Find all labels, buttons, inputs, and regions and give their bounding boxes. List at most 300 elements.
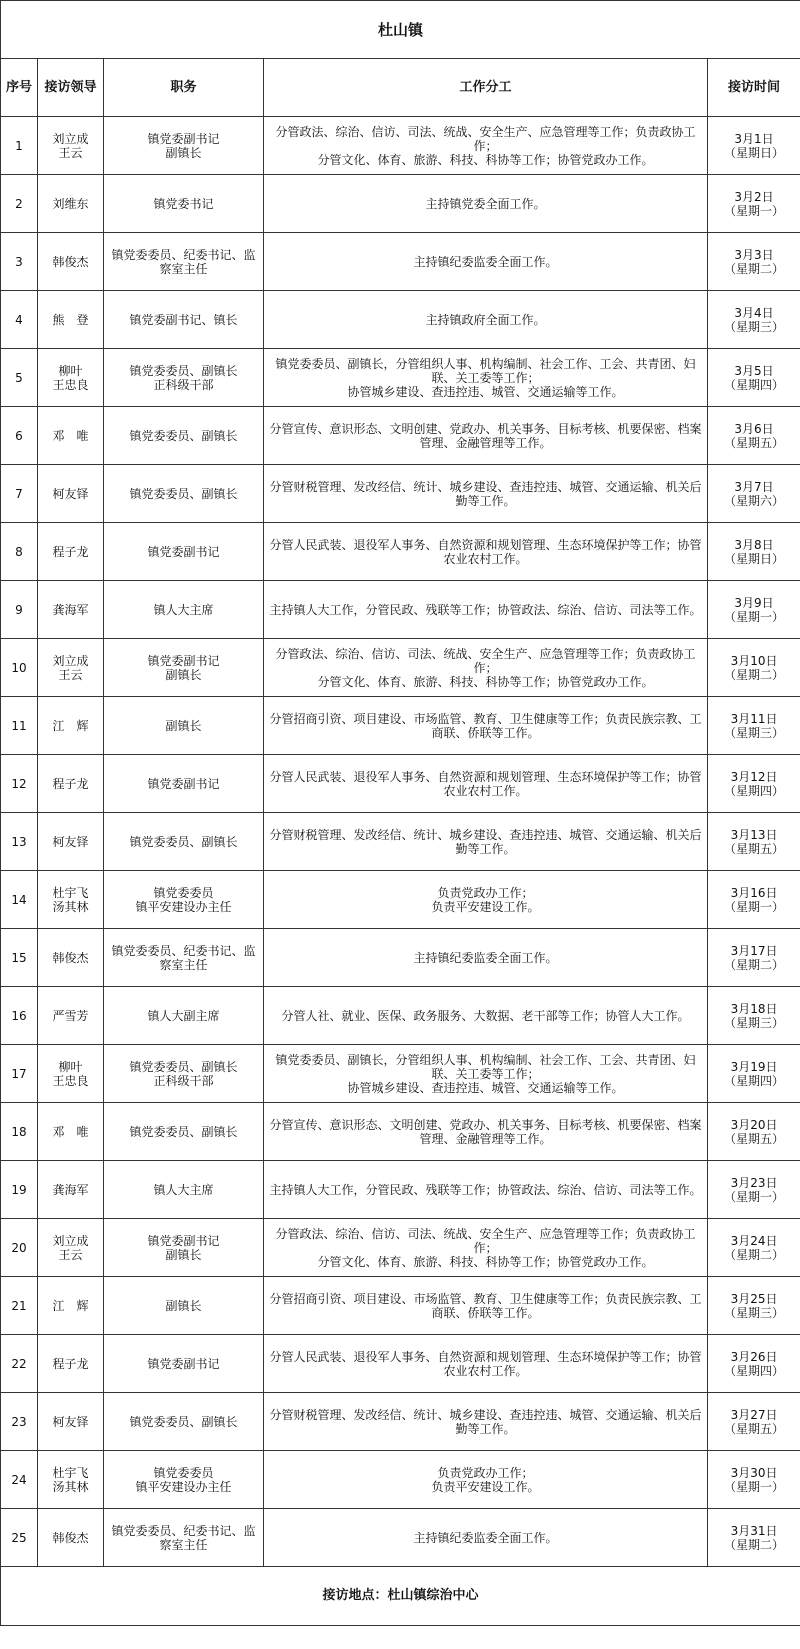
leader-names [38, 523, 104, 581]
work-duties-line: 负责平安建设工作。 [431, 899, 540, 914]
leader-role [104, 929, 264, 987]
table-row [1, 523, 800, 581]
leader-role [104, 1393, 264, 1451]
reception-time [708, 291, 800, 349]
row-number: 8 [1, 523, 38, 581]
work-duties-line: 分管人民武装、退役军人事务、自然资源和规划管理、生态环境保护等工作；协管农业农村工作。 [269, 537, 702, 566]
leader-names-line: 汤其林 [52, 1479, 89, 1494]
table-row [1, 465, 800, 523]
leader-names-line: 刘立成 [52, 1233, 89, 1248]
work-duties-line: 分管文化、体育、旅游、科技、科协等工作；协管党政办工作。 [317, 1254, 654, 1269]
reception-weekday: （星期二） [724, 667, 785, 682]
leader-role [104, 1161, 264, 1219]
header-leader: 接访领导 [38, 59, 104, 117]
table-row [1, 813, 800, 871]
reception-date: 3月6日 [734, 421, 774, 436]
leader-names-line: 汤其林 [52, 899, 89, 914]
leader-names-line: 程子龙 [52, 544, 89, 559]
work-duties [264, 639, 708, 697]
reception-time [708, 1335, 800, 1393]
leader-role-line: 镇党委委员、副镇长 [129, 1414, 238, 1429]
leader-role [104, 987, 264, 1045]
leader-role [104, 175, 264, 233]
work-duties [264, 813, 708, 871]
leader-role [104, 407, 264, 465]
leader-role-line: 镇党委副书记 [147, 776, 220, 791]
work-duties-line: 负责党政办工作； [437, 885, 534, 900]
table-row [1, 349, 800, 407]
reception-time [708, 987, 800, 1045]
leader-names-line: 柯友铎 [52, 834, 89, 849]
work-duties-line: 分管政法、综治、信访、司法、统战、安全生产、应急管理等工作；负责政协工作； [275, 124, 696, 153]
leader-role-line: 镇党委委员 [153, 885, 214, 900]
work-duties [264, 523, 708, 581]
table-row [1, 871, 800, 929]
leader-names-line: 邓 唯 [52, 1124, 89, 1139]
row-number: 17 [1, 1045, 38, 1103]
header-row [1, 59, 800, 117]
reception-weekday: （星期三） [724, 1015, 785, 1030]
leader-names [38, 1219, 104, 1277]
leader-role-line: 镇党委副书记 [147, 1356, 220, 1371]
work-duties [264, 291, 708, 349]
leader-role-line: 镇党委委员、副镇长 [129, 363, 238, 378]
work-duties-line: 分管宣传、意识形态、文明创建、党政办、机关事务、目标考核、机要保密、档案管理、金融管理等工作。 [269, 421, 702, 450]
work-duties-line: 分管政法、综治、信访、司法、统战、安全生产、应急管理等工作；负责政协工作； [275, 646, 696, 675]
reception-date: 3月27日 [730, 1407, 778, 1422]
reception-date: 3月18日 [730, 1001, 778, 1016]
leader-role [104, 1045, 264, 1103]
row-number: 2 [1, 175, 38, 233]
table-row [1, 1509, 800, 1567]
leader-role-line: 镇党委委员、副镇长 [129, 1059, 238, 1074]
leader-names-line: 王忠良 [52, 377, 89, 392]
leader-role [104, 1219, 264, 1277]
work-duties-line: 分管宣传、意识形态、文明创建、党政办、机关事务、目标考核、机要保密、档案管理、金融管理等工作。 [269, 1117, 702, 1146]
table-row [1, 233, 800, 291]
leader-names [38, 407, 104, 465]
leader-role [104, 291, 264, 349]
leader-role-line: 副镇长 [165, 667, 202, 682]
reception-time [708, 639, 800, 697]
leader-names [38, 233, 104, 291]
reception-date: 3月17日 [730, 943, 778, 958]
leader-role-line: 镇党委副书记 [147, 1233, 220, 1248]
work-duties-line: 分管人社、就业、医保、政务服务、大数据、老干部等工作；协管人大工作。 [281, 1008, 690, 1023]
leader-role [104, 1103, 264, 1161]
reception-date: 3月23日 [730, 1175, 778, 1190]
reception-time [708, 175, 800, 233]
work-duties [264, 581, 708, 639]
leader-names [38, 929, 104, 987]
leader-role-line: 镇党委委员、纪委书记、监察室主任 [111, 1523, 256, 1552]
row-number: 18 [1, 1103, 38, 1161]
work-duties [264, 1161, 708, 1219]
leader-role [104, 1509, 264, 1567]
reception-time [708, 233, 800, 291]
work-duties-line: 协管城乡建设、查违控违、城管、交通运输等工作。 [347, 1080, 624, 1095]
table-row [1, 117, 800, 175]
work-duties [264, 1219, 708, 1277]
leader-names-line: 杜宇飞 [52, 1465, 89, 1480]
table-row [1, 1393, 800, 1451]
leader-role-line: 镇人大主席 [153, 602, 214, 617]
row-number: 25 [1, 1509, 38, 1567]
header-no: 序号 [1, 59, 38, 117]
leader-role-line: 副镇长 [165, 718, 202, 733]
leader-role-line: 副镇长 [165, 145, 202, 160]
work-duties-line: 主持镇纪委监委全面工作。 [413, 1530, 558, 1545]
reception-weekday: （星期三） [724, 1305, 785, 1320]
table-row [1, 697, 800, 755]
reception-date: 3月7日 [734, 479, 774, 494]
row-number: 14 [1, 871, 38, 929]
work-duties [264, 1509, 708, 1567]
leader-role-line: 镇党委副书记、镇长 [129, 312, 238, 327]
leader-names [38, 755, 104, 813]
leader-names [38, 1393, 104, 1451]
leader-role [104, 1451, 264, 1509]
leader-names-line: 江 辉 [52, 718, 89, 733]
work-duties [264, 1103, 708, 1161]
work-duties-line: 分管人民武装、退役军人事务、自然资源和规划管理、生态环境保护等工作；协管农业农村工作。 [269, 769, 702, 798]
reception-date: 3月8日 [734, 537, 774, 552]
row-number: 15 [1, 929, 38, 987]
leader-names [38, 291, 104, 349]
work-duties-line: 分管人民武装、退役军人事务、自然资源和规划管理、生态环境保护等工作；协管农业农村工作。 [269, 1349, 702, 1378]
reception-weekday: （星期日） [724, 551, 785, 566]
leader-names-line: 柯友铎 [52, 486, 89, 501]
leader-role [104, 1277, 264, 1335]
reception-date: 3月10日 [730, 653, 778, 668]
leader-role-line: 镇党委副书记 [147, 131, 220, 146]
leader-role-line: 镇党委副书记 [147, 653, 220, 668]
reception-date: 3月12日 [730, 769, 778, 784]
table-row [1, 1219, 800, 1277]
row-number: 24 [1, 1451, 38, 1509]
reception-time [708, 1219, 800, 1277]
reception-weekday: （星期二） [724, 957, 785, 972]
row-number: 22 [1, 1335, 38, 1393]
leader-names-line: 刘立成 [52, 653, 89, 668]
work-duties-line: 分管招商引资、项目建设、市场监管、教育、卫生健康等工作；负责民族宗教、工商联、侨联等工作。 [269, 711, 702, 740]
leader-role [104, 697, 264, 755]
reception-time [708, 407, 800, 465]
leader-names [38, 117, 104, 175]
leader-role-line: 镇党委委员、纪委书记、监察室主任 [111, 943, 256, 972]
leader-role-line: 正科级干部 [153, 1073, 214, 1088]
leader-role-line: 镇党委委员、纪委书记、监察室主任 [111, 247, 256, 276]
reception-weekday: （星期一） [724, 899, 785, 914]
reception-weekday: （星期一） [724, 609, 785, 624]
table-row [1, 175, 800, 233]
reception-time [708, 697, 800, 755]
leader-role [104, 1335, 264, 1393]
leader-names-line: 王忠良 [52, 1073, 89, 1088]
reception-date: 3月13日 [730, 827, 778, 842]
table-row [1, 755, 800, 813]
leader-names-line: 韩俊杰 [52, 1530, 89, 1545]
work-duties [264, 233, 708, 291]
leader-role [104, 755, 264, 813]
reception-weekday: （星期一） [724, 1479, 785, 1494]
leader-role-line: 镇平安建设办主任 [135, 899, 232, 914]
reception-location: 接访地点：杜山镇综治中心 [1, 1567, 800, 1626]
leader-role-line: 副镇长 [165, 1247, 202, 1262]
reception-time [708, 929, 800, 987]
reception-date: 3月25日 [730, 1291, 778, 1306]
leader-role [104, 523, 264, 581]
table-row [1, 987, 800, 1045]
work-duties-line: 分管招商引资、项目建设、市场监管、教育、卫生健康等工作；负责民族宗教、工商联、侨联等工作。 [269, 1291, 702, 1320]
work-duties [264, 1451, 708, 1509]
work-duties [264, 349, 708, 407]
leader-role [104, 813, 264, 871]
work-duties [264, 407, 708, 465]
leader-names-line: 程子龙 [52, 776, 89, 791]
reception-weekday: （星期一） [724, 203, 785, 218]
leader-names-line: 龚海军 [52, 602, 89, 617]
table-row [1, 1335, 800, 1393]
leader-names [38, 465, 104, 523]
leader-role [104, 465, 264, 523]
work-duties [264, 1277, 708, 1335]
reception-date: 3月26日 [730, 1349, 778, 1364]
table-row [1, 639, 800, 697]
table-row [1, 1161, 800, 1219]
table-row [1, 1277, 800, 1335]
reception-date: 3月11日 [730, 711, 778, 726]
leader-role-line: 镇党委委员、副镇长 [129, 428, 238, 443]
row-number: 13 [1, 813, 38, 871]
leader-names-line: 韩俊杰 [52, 950, 89, 965]
leader-role-line: 镇党委委员、副镇长 [129, 834, 238, 849]
reception-date: 3月3日 [734, 247, 774, 262]
table-title: 杜山镇 [1, 1, 800, 59]
leader-role-line: 副镇长 [165, 1298, 202, 1313]
header-time: 接访时间 [708, 59, 800, 117]
leader-names-line: 刘维东 [52, 196, 89, 211]
reception-weekday: （星期三） [724, 725, 785, 740]
leader-names [38, 1103, 104, 1161]
leader-names [38, 349, 104, 407]
reception-weekday: （星期二） [724, 261, 785, 276]
reception-time [708, 755, 800, 813]
reception-time [708, 1161, 800, 1219]
leader-names [38, 639, 104, 697]
reception-weekday: （星期六） [724, 493, 785, 508]
leader-role-line: 正科级干部 [153, 377, 214, 392]
work-duties [264, 697, 708, 755]
leader-names-line: 柯友铎 [52, 1414, 89, 1429]
leader-role-line: 镇平安建设办主任 [135, 1479, 232, 1494]
leader-names-line: 严雪芳 [52, 1008, 89, 1023]
row-number: 3 [1, 233, 38, 291]
reception-date: 3月24日 [730, 1233, 778, 1248]
row-number: 7 [1, 465, 38, 523]
work-duties [264, 871, 708, 929]
work-duties-line: 分管财税管理、发改经信、统计、城乡建设、查违控违、城管、交通运输、机关后勤等工作。 [269, 1407, 702, 1436]
leader-names [38, 987, 104, 1045]
work-duties-line: 主持镇纪委监委全面工作。 [413, 950, 558, 965]
reception-date: 3月19日 [730, 1059, 778, 1074]
table-row [1, 1451, 800, 1509]
leader-names [38, 1161, 104, 1219]
reception-weekday: （星期三） [724, 319, 785, 334]
leader-names-line: 龚海军 [52, 1182, 89, 1197]
reception-time [708, 871, 800, 929]
leader-names-line: 柳叶 [58, 1059, 83, 1074]
reception-weekday: （星期二） [724, 1247, 785, 1262]
table-row [1, 1045, 800, 1103]
reception-date: 3月30日 [730, 1465, 778, 1480]
leader-role [104, 639, 264, 697]
leader-role [104, 581, 264, 639]
reception-weekday: （星期五） [724, 1421, 785, 1436]
work-duties-line: 主持镇人大工作，分管民政、残联等工作；协管政法、综治、信访、司法等工作。 [269, 602, 702, 617]
work-duties-line: 分管财税管理、发改经信、统计、城乡建设、查违控违、城管、交通运输、机关后勤等工作。 [269, 479, 702, 508]
leader-names [38, 1509, 104, 1567]
leader-role [104, 871, 264, 929]
leader-role [104, 117, 264, 175]
row-number: 6 [1, 407, 38, 465]
reception-time [708, 1509, 800, 1567]
leader-names [38, 175, 104, 233]
reception-time [708, 465, 800, 523]
reception-weekday: （星期日） [724, 145, 785, 160]
leader-role-line: 镇党委副书记 [147, 544, 220, 559]
leader-role-line: 镇党委委员 [153, 1465, 214, 1480]
leader-role-line: 镇人大主席 [153, 1182, 214, 1197]
reception-weekday: （星期四） [724, 783, 785, 798]
table-body [1, 117, 800, 1567]
reception-time [708, 581, 800, 639]
reception-date: 3月31日 [730, 1523, 778, 1538]
header-duties: 工作分工 [264, 59, 708, 117]
work-duties-line: 主持镇纪委监委全面工作。 [413, 254, 558, 269]
reception-date: 3月20日 [730, 1117, 778, 1132]
leader-names [38, 1277, 104, 1335]
leader-names [38, 1451, 104, 1509]
work-duties-line: 主持镇党委全面工作。 [425, 196, 546, 211]
reception-time [708, 523, 800, 581]
work-duties-line: 协管城乡建设、查违控违、城管、交通运输等工作。 [347, 384, 624, 399]
leader-role-line: 镇党委书记 [153, 196, 214, 211]
row-number: 20 [1, 1219, 38, 1277]
work-duties-line: 主持镇人大工作，分管民政、残联等工作；协管政法、综治、信访、司法等工作。 [269, 1182, 702, 1197]
row-number: 16 [1, 987, 38, 1045]
row-number: 12 [1, 755, 38, 813]
reception-weekday: （星期五） [724, 1131, 785, 1146]
work-duties [264, 175, 708, 233]
leader-names-line: 刘立成 [52, 131, 89, 146]
work-duties-line: 负责党政办工作； [437, 1465, 534, 1480]
leader-names [38, 581, 104, 639]
work-duties [264, 1045, 708, 1103]
row-number: 4 [1, 291, 38, 349]
table-row [1, 581, 800, 639]
reception-time [708, 1277, 800, 1335]
row-number: 9 [1, 581, 38, 639]
reception-weekday: （星期四） [724, 377, 785, 392]
work-duties-line: 分管财税管理、发改经信、统计、城乡建设、查违控违、城管、交通运输、机关后勤等工作。 [269, 827, 702, 856]
table-row [1, 291, 800, 349]
leader-names-line: 熊 登 [52, 312, 89, 327]
table-row [1, 1103, 800, 1161]
table-row [1, 929, 800, 987]
row-number: 11 [1, 697, 38, 755]
header-role: 职务 [104, 59, 264, 117]
reception-time [708, 1393, 800, 1451]
reception-date: 3月16日 [730, 885, 778, 900]
reception-date: 3月2日 [734, 189, 774, 204]
leader-names-line: 江 辉 [52, 1298, 89, 1313]
work-duties-line: 镇党委委员、副镇长，分管组织人事、机构编制、社会工作、工会、共青团、妇联、关工委等工作； [275, 356, 696, 385]
leader-names-line: 王云 [58, 145, 83, 160]
table-row [1, 407, 800, 465]
work-duties [264, 117, 708, 175]
reception-date: 3月5日 [734, 363, 774, 378]
row-number: 19 [1, 1161, 38, 1219]
work-duties [264, 465, 708, 523]
leader-role [104, 233, 264, 291]
leader-names [38, 1335, 104, 1393]
work-duties-line: 分管政法、综治、信访、司法、统战、安全生产、应急管理等工作；负责政协工作； [275, 1226, 696, 1255]
reception-date: 3月1日 [734, 131, 774, 146]
leader-role-line: 镇党委委员、副镇长 [129, 1124, 238, 1139]
reception-time [708, 813, 800, 871]
reception-weekday: （星期五） [724, 435, 785, 450]
reception-time [708, 1045, 800, 1103]
leader-names [38, 697, 104, 755]
leader-role-line: 镇党委委员、副镇长 [129, 486, 238, 501]
leader-names [38, 813, 104, 871]
leader-names [38, 871, 104, 929]
leader-names [38, 1045, 104, 1103]
reception-time [708, 1451, 800, 1509]
work-duties-line: 镇党委委员、副镇长，分管组织人事、机构编制、社会工作、工会、共青团、妇联、关工委等工作； [275, 1052, 696, 1081]
leader-role-line: 镇人大副主席 [147, 1008, 220, 1023]
row-number: 23 [1, 1393, 38, 1451]
reception-time [708, 1103, 800, 1161]
work-duties [264, 1393, 708, 1451]
work-duties [264, 755, 708, 813]
row-number: 10 [1, 639, 38, 697]
leader-names-line: 程子龙 [52, 1356, 89, 1371]
work-duties [264, 987, 708, 1045]
leader-role [104, 349, 264, 407]
row-number: 1 [1, 117, 38, 175]
leader-names-line: 柳叶 [58, 363, 83, 378]
leader-names-line: 王云 [58, 1247, 83, 1262]
row-number: 21 [1, 1277, 38, 1335]
leader-names-line: 杜宇飞 [52, 885, 89, 900]
leader-names-line: 韩俊杰 [52, 254, 89, 269]
leader-names-line: 王云 [58, 667, 83, 682]
reception-date: 3月4日 [734, 305, 774, 320]
row-number: 5 [1, 349, 38, 407]
reception-weekday: （星期二） [724, 1537, 785, 1552]
reception-time [708, 117, 800, 175]
reception-weekday: （星期五） [724, 841, 785, 856]
reception-date: 3月9日 [734, 595, 774, 610]
work-duties-line: 主持镇政府全面工作。 [425, 312, 546, 327]
reception-time [708, 349, 800, 407]
work-duties-line: 分管文化、体育、旅游、科技、科协等工作；协管党政办工作。 [317, 152, 654, 167]
reception-weekday: （星期四） [724, 1073, 785, 1088]
work-duties-line: 分管文化、体育、旅游、科技、科协等工作；协管党政办工作。 [317, 674, 654, 689]
reception-weekday: （星期一） [724, 1189, 785, 1204]
